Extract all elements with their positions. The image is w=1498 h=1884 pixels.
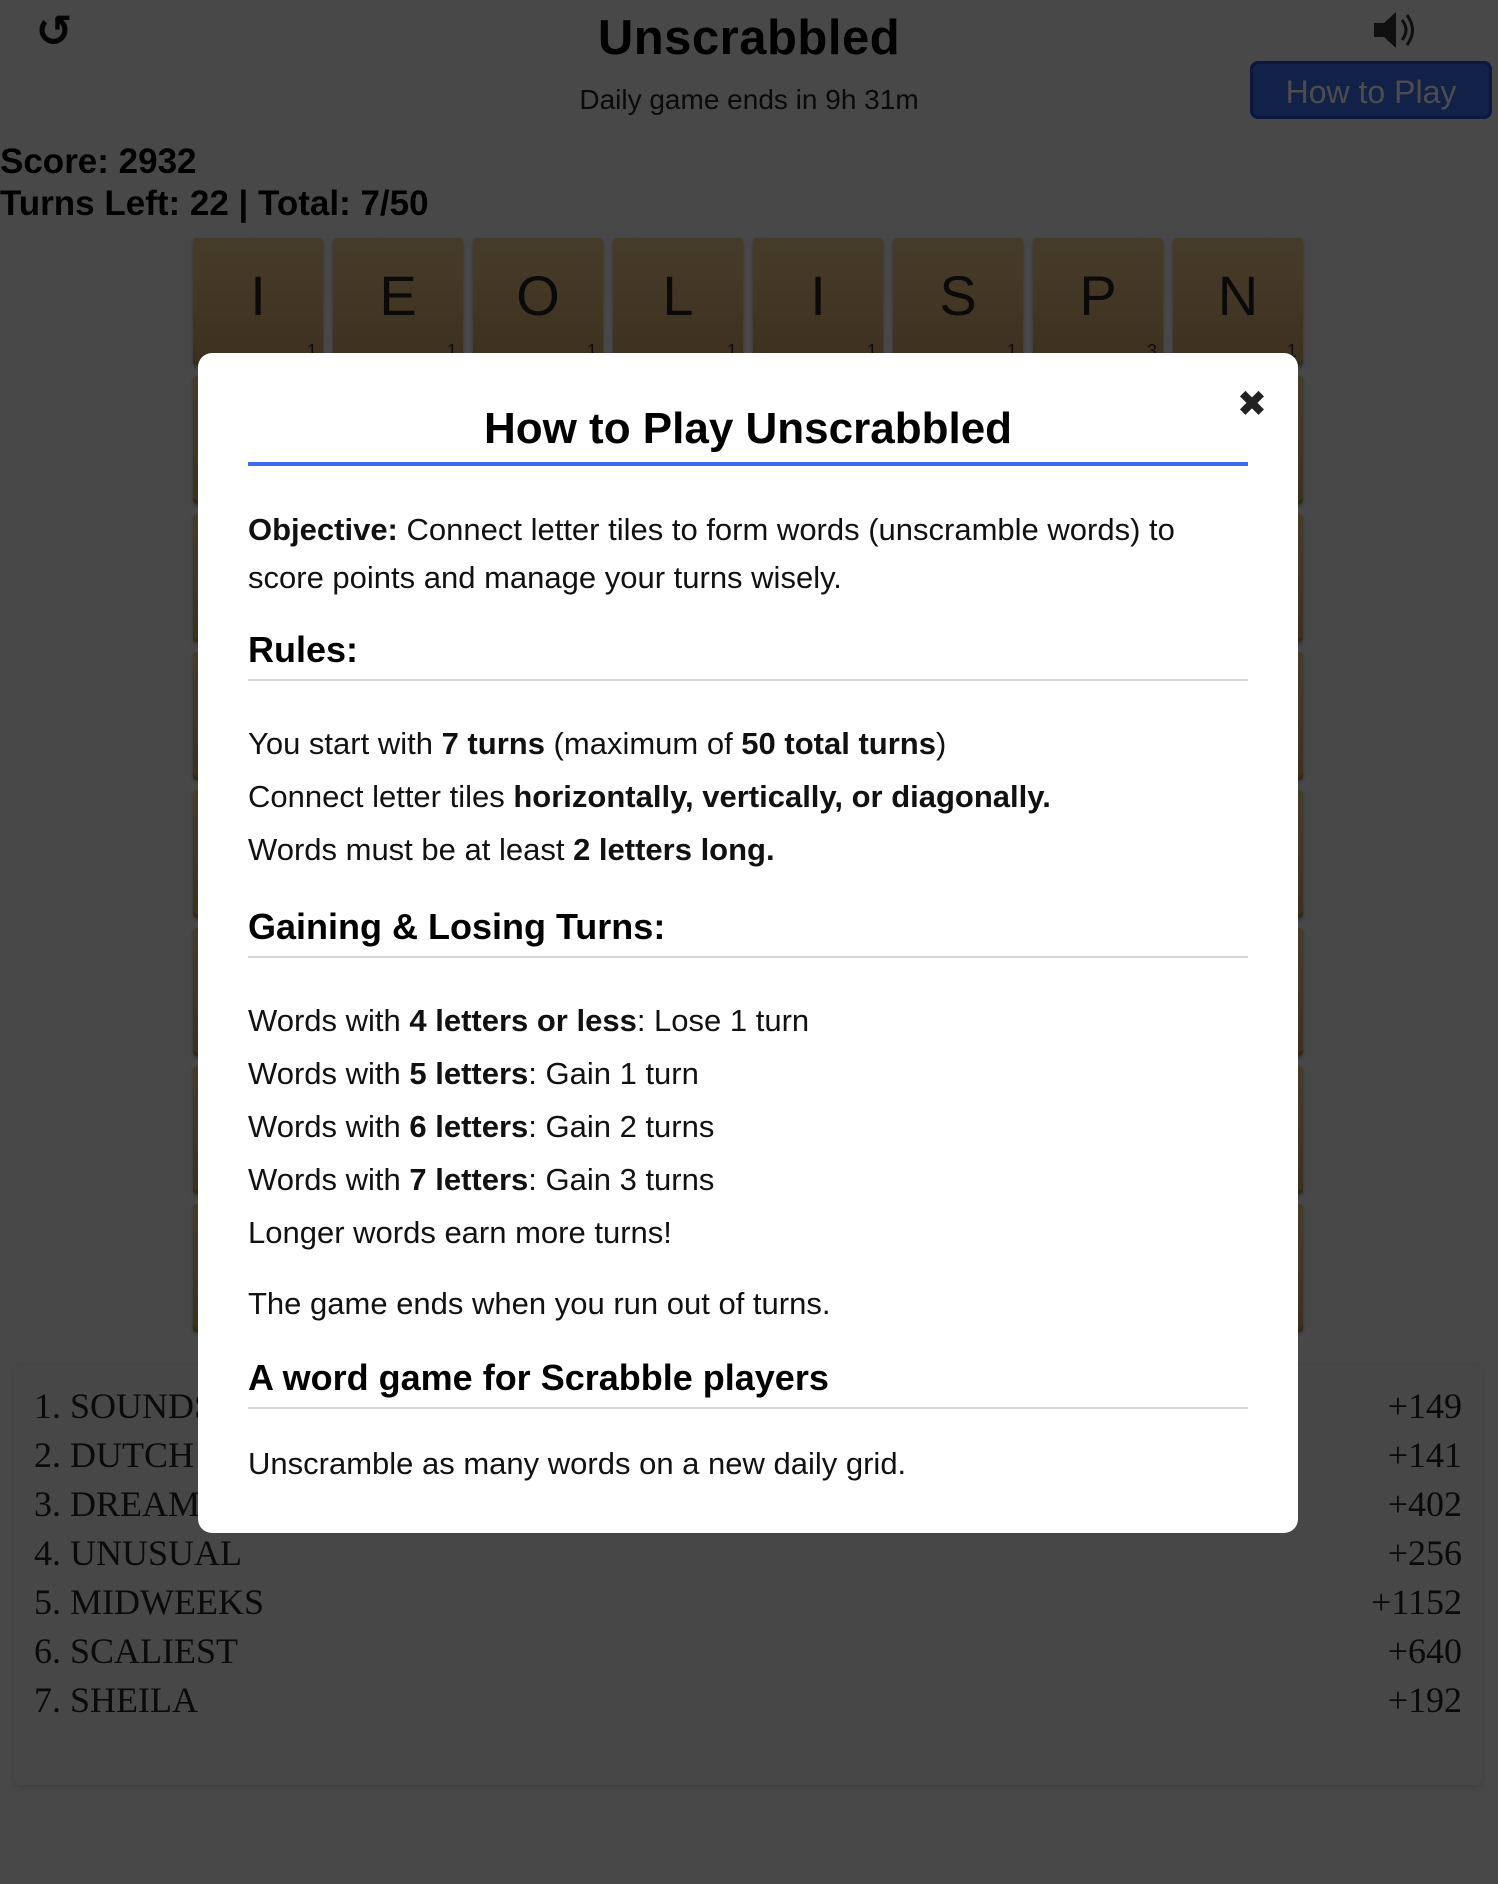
rule-bold: 7 turns (441, 726, 545, 761)
objective-label: Objective: (248, 512, 398, 547)
rule-text: : Gain 2 turns (528, 1109, 715, 1144)
rule-text: Words with (248, 1162, 410, 1197)
rule-text: Words must be at least (248, 832, 574, 867)
rule-min-length (248, 826, 1248, 874)
rule-connect (248, 773, 1248, 821)
rule-bold: 6 letters (409, 1109, 529, 1144)
rule-bold: 4 letters or less (409, 1003, 637, 1038)
turn-rule-4 (248, 997, 1248, 1045)
close-icon[interactable]: ✖ (1236, 384, 1268, 425)
scrabble-divider (248, 1407, 1248, 1409)
rule-text: : Gain 3 turns (528, 1162, 715, 1197)
rule-text: (maximum of (544, 726, 742, 761)
scrabble-heading: A word game for Scrabble players (248, 1357, 829, 1398)
game-end-text: The game ends when you run out of turns. (248, 1286, 831, 1321)
rules-heading: Rules: (248, 629, 359, 670)
objective-text: Connect letter tiles to form words (unscramble words) to score points and manage your turns wisely. (248, 512, 1175, 595)
rule-text: : Gain 1 turn (528, 1056, 699, 1091)
turns-heading: Gaining & Losing Turns: (248, 906, 666, 947)
modal-title: How to Play Unscrabbled (483, 404, 1013, 453)
rule-text: : Lose 1 turn (636, 1003, 810, 1038)
rule-start-turns (248, 720, 1248, 768)
rule-bold: 2 letters long. (573, 832, 775, 867)
rule-text: You start with (248, 726, 442, 761)
rule-text: Words with (248, 1109, 410, 1144)
turn-rule-7 (248, 1156, 1248, 1204)
title-divider (248, 462, 1248, 466)
rule-text: Words with (248, 1056, 410, 1091)
rule-bold: 5 letters (409, 1056, 529, 1091)
rule-bold: 7 letters (409, 1162, 529, 1197)
rule-bold: horizontally, vertically, or diagonally. (513, 779, 1051, 814)
turn-rule-5 (248, 1050, 1248, 1098)
rule-text: ) (935, 726, 947, 761)
objective-paragraph (248, 506, 1248, 602)
turn-rule-6 (248, 1103, 1248, 1151)
rule-text: Connect letter tiles (248, 779, 514, 814)
how-to-play-modal (198, 353, 1298, 1533)
turns-divider (248, 956, 1248, 958)
rule-text: Words with (248, 1003, 410, 1038)
rule-bold: 50 total turns (741, 726, 936, 761)
rules-divider (248, 679, 1248, 681)
turn-rule-longer: Longer words earn more turns! (248, 1215, 672, 1250)
scrabble-text: Unscramble as many words on a new daily grid. (248, 1446, 907, 1481)
